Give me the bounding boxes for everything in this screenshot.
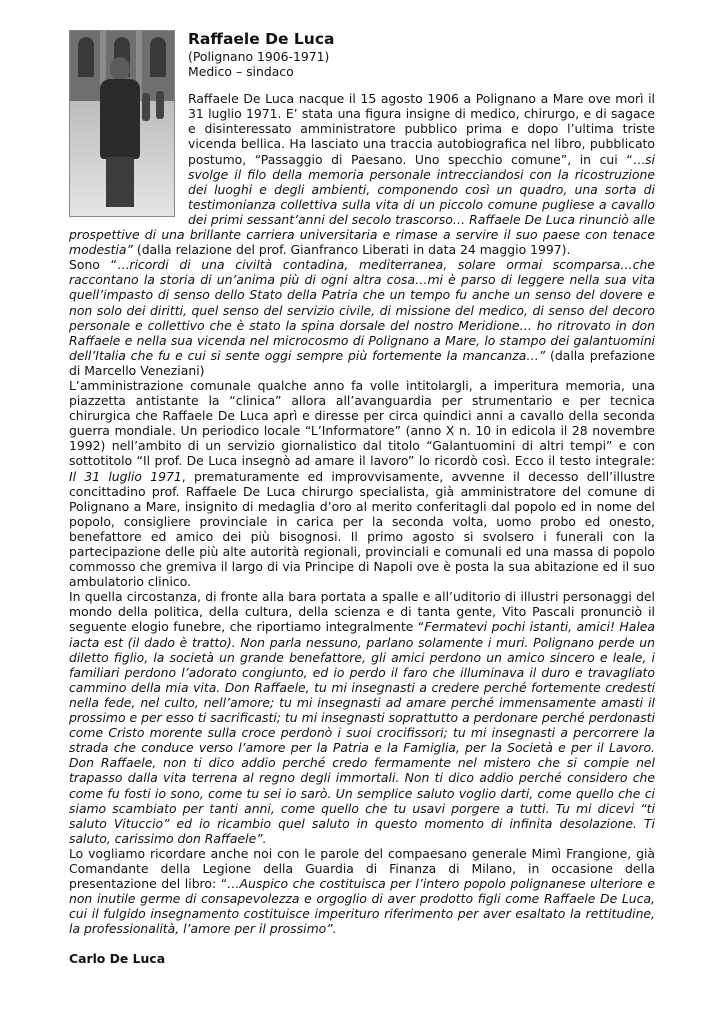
text-segment: In quella circostanza, di fronte alla bara portata a spalle e all’uditorio di illustri personaggi del mondo della politica, della cultura, della scienza e di tanta gente, Vito Pascali pronunciò il seguente elogio funebre, che riportiamo integralmente “ bbox=[69, 589, 655, 635]
text-segment: L’amministrazione comunale qualche anno fa volle intitolargli, a imperitura memoria, una piazzetta antistante la “clinica” allora all’avanguardia per strumentario e per tecnica chirurgica che Raffaele De Luca aprì e diresse per circa quindici anni a cavallo della seconda guerra mondiale. Un periodico locale “L’Informatore” (anno X n. 10 in edicola il 28 novembre 1992) nell’ambito di un servizio giornalistico dal titolo “Galantuomini di altri tempi” e con sottotitolo “Il prof. De Luca insegnò ad amare il lavoro” lo ricordò così. Ecco il testo integrale: bbox=[69, 377, 655, 469]
paragraph-frangione-quote bbox=[69, 846, 655, 937]
paragraph-informatore-article bbox=[69, 378, 655, 589]
profession: Medico – sindaco bbox=[188, 64, 294, 80]
paragraph-funeral-eulogy bbox=[69, 589, 655, 846]
paragraph-veneziani-quote bbox=[69, 257, 655, 378]
text-segment: Raffaele De Luca nacque il 15 agosto 1906 a Polignano a Mare ove morì il 31 luglio 1971. E’ stata una figura insigne di medico, chirurgo, e di sagace e disinteressato amministratore pubblico prima e dopo l’ultima triste vicenda bellica. Ha lasciato una traccia autobiografica nel libro, pubblicato postumo, “Passaggio di Paesano. Uno specchio comune”, in cui “… bbox=[188, 91, 655, 167]
text-segment: (dalla prefazione di Marcello Veneziani) bbox=[69, 347, 655, 378]
text-segment: ricordi di una civiltà contadina, mediterranea, solare ormai scomparsa…che raccontano la storia di un’anima più di ogni altra cosa…mi è parso di leggere nella sua vita quell’impasto di senso dello Stato della Patria che un tempo fu anche un senso del dovere e non solo dei diritti, quel senso del servizio civile, di missione del medico, di senso del decoro personale e collettivo che è stato la spina dorsale del nostro Meridione… ho ritrovato in don Raffaele e nella sua vicenda nel microcosmo di Polignano a Mare, lo stampo dei galantuomini dell’Italia che fu e cui si sente oggi sempre più fortemente la mancanza…” bbox=[69, 257, 655, 363]
life-dates: (Polignano 1906-1971) bbox=[188, 49, 330, 64]
text-segment: (dalla relazione del prof. Gianfranco Liberati in data 24 maggio 1997). bbox=[132, 242, 571, 258]
text-segment: Sono “… bbox=[69, 257, 130, 273]
text-segment: …Auspico che costituisca per l’intero popolo polignanese ulteriore e non inutile germe di consapevolezza e orgoglio di aver prodotto figli come Raffaele De Luca, cui il fulgido insegnamento costituisce imperituro riferimento per aver esaltato la rettitudine, la professionalità, l’amore per il prossimo”. bbox=[69, 876, 655, 937]
text-segment: Lo vogliamo ricordare anche noi con le parole del compaesano generale Mimì Frangione, già Comandante della Legione della Guardia di Finanza di Milano, in occasione della presentazione del libro: “ bbox=[69, 845, 655, 892]
text-segment: Il 31 luglio 1971 bbox=[69, 468, 182, 484]
portrait-photo-icon bbox=[69, 30, 175, 217]
person-name: Raffaele De Luca bbox=[188, 30, 335, 48]
author-signature: Carlo De Luca bbox=[69, 951, 166, 967]
text-segment: Fermatevi pochi istanti, amici! Halea iacta est (il dado è tratto). Non parla nessuno, parlano solamente i muri. Polignano perde un diletto figlio, la società un grande benefattore, gli amici perdono un amico sincero e leale, i familiari perdono l’adorato congiunto, ed io perdo il faro che illuminava il duro e travagliato cammino della mia vita. Don Raffaele, tu mi insegnasti a credere perché fortemente credesti nella fede, nel culto, nell’amore; tu mi insegnasti ad amare perché immensamente amasti il prossimo e per esso ti sacrificasti; tu mi insegnasti soprattutto a perdonare perché perdonasti come Cristo morente sulla croce perdonò i suoi crocifissori; tu mi insegnasti a percorrere la strada che conduce verso l’amore per la Patria e la Famiglia, per la Società e per il Lavoro. Don Raffaele, non ti dico addio perché credo fermamente nel mistero che si compie nel trapasso dalla vita terrena al regno degli immortali. Non ti dico addio perché considero che come fu fosti io sono, come tu sei io sarò. Un semplice saluto voglio darti, come quello che ci siamo scambiato per tanti anni, come quello che tu usavi porgere a tutti. Tu mi dicevi “ti saluto Vituccio” ed io ricambio quel saluto in questo momento di infinita desolazione. Ti saluto, carissimo don Raffaele”. bbox=[69, 619, 655, 846]
document-page bbox=[69, 30, 655, 967]
text-segment: si svolge il filo della memoria personale intrecciandosi con la ricostruzione dei luoghi e degli ambienti, componendo così un quadro, una sorta di testimonianza collettiva sulla vita di un piccolo comune pugliese a cavallo dei primi sessant’anni del secolo trascorso… Raffaele De Luca rinunciò alle prospettive di una brillante carriera universitaria e rimase a servire il suo paese con tenace modestia” bbox=[69, 151, 655, 258]
text-segment: , prematuramente ed improvvisamente, avvenne il decesso dell’illustre concittadino prof. Raffaele De Luca chirurgo specialista, già amministratore del comune di Polignano a Mare, insignito di medaglia d’oro al merito conferitagli dal popolo ed in nome del popolo, consigliere provinciale in carica per la seconda volta, uomo probo ed onesto, benefattore ed amico dei più bisognosi. Il primo agosto si svolsero i funerali con la partecipazione delle più alte autorità regionali, provinciali e comunali ed una massa di popolo commosso che gremiva il largo di via Principe di Napoli ove è posta la sua abitazione ed il suo ambulatorio clinico. bbox=[69, 468, 656, 590]
